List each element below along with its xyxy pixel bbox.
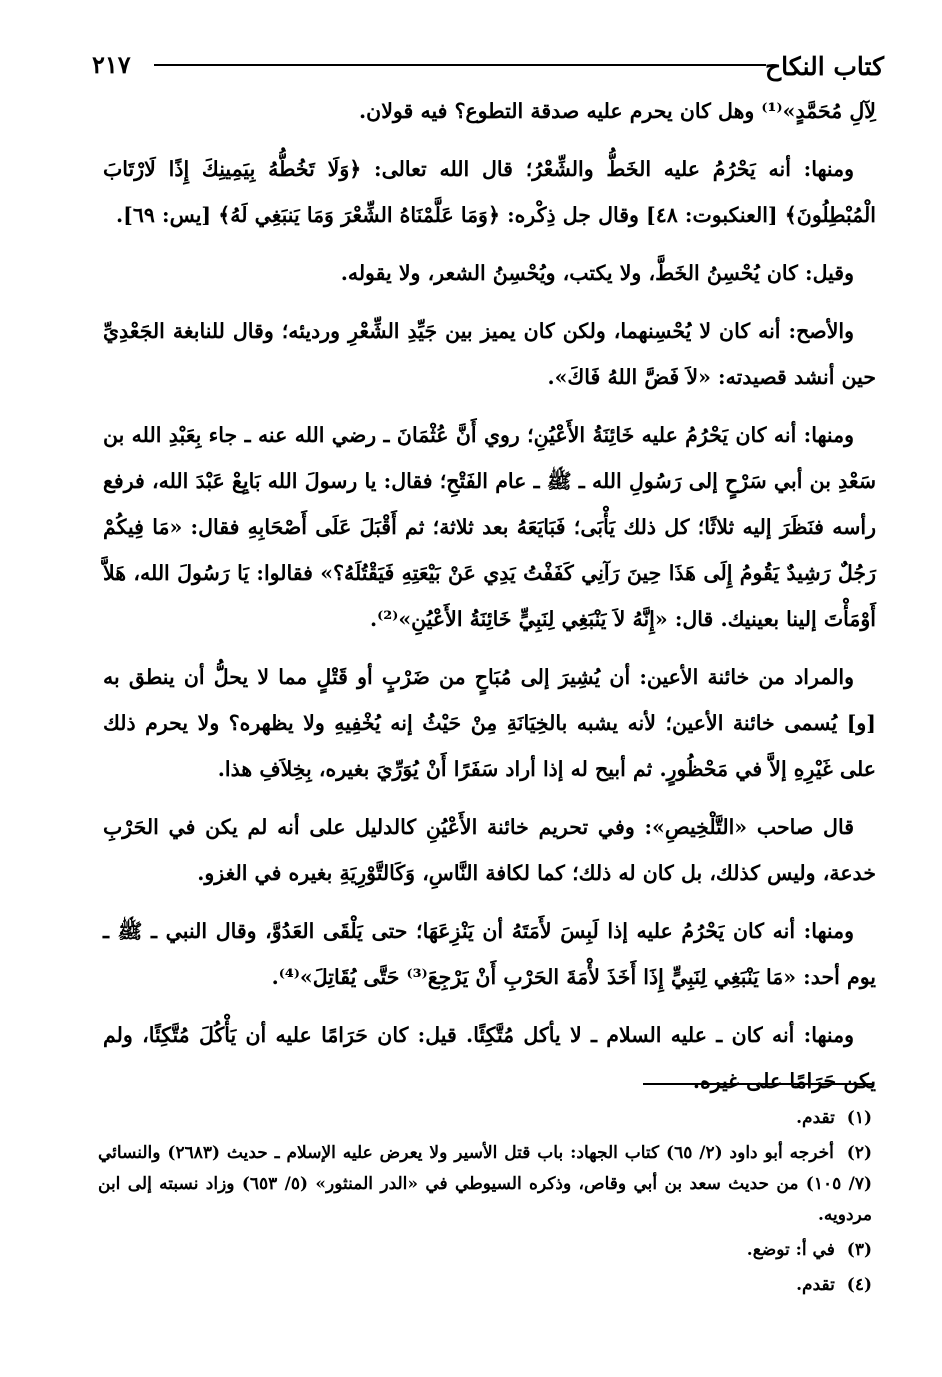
paragraph: قال صاحب «التَّلْخِيصِ»: وفي تحريم خائنة الأَعْيُنِ كالدليل على أنه لم يكن في الحَرْبِ خدعة، وليس كذلك، بل كان له ذلك؛ كما لكافة النَّاسِ، وَكَالتَّوْرِيَةِ بغيره في الغزو. <box>103 815 876 885</box>
footnote-number: (٢) <box>846 1143 873 1163</box>
paragraph: ومنها: أنه كان ـ عليه السلام ـ لا يأكل مُتَّكِئًا. قيل: كان حَرَامًا عليه أن يَأْكُلَ مُتَّكِئًا، ولم يكن حَرَامًا على غيره. <box>103 1023 876 1093</box>
footnote <box>98 1270 872 1301</box>
footnote-number: (٤) <box>846 1275 872 1295</box>
page-header <box>92 48 884 88</box>
footnote-text: في أ: توضع. <box>746 1240 835 1260</box>
header-rule <box>154 64 766 66</box>
paragraph: وقيل: كان يُحْسِنُ الخَطَّ، ولا يكتب، ويُحْسِنُ الشعر، ولا يقوله. <box>340 261 854 285</box>
page-number: ٢١٧ <box>92 50 131 79</box>
footnote <box>98 1138 872 1231</box>
running-title: كتاب النكاح <box>765 52 884 81</box>
footnote <box>98 1235 872 1266</box>
footnote-number: (٣) <box>846 1240 872 1260</box>
paragraph: والأصح: أنه كان لا يُحْسِنهما، ولكن كان يميز بين جَيِّدِ الشِّعْرِ ورديئه؛ وقال للنابغة الجَعْدِيِّ حين أنشد قصيدته: «لاَ فَضَّ اللهُ فَاكَ». <box>103 319 876 389</box>
footnotes <box>98 1103 872 1305</box>
footnote-separator <box>643 1083 872 1085</box>
footnote <box>98 1103 872 1134</box>
paragraph: ومنها: أنه كان يَحْرُمُ عليه خَائِنَةُ الأَعْيُنِ؛ روي أَنَّ عُثْمَانَ ـ رضي الله عنه ـ جاء بِعَبْدِ الله بن سَعْدِ بن أبي سَرْحٍ إلى رَسُولِ الله ـ ﷺ ـ عام الفَتْحِ؛ فقال: يا رسولَ الله بَايِعْ عَبْدَ الله، فرفع رأسه فنَظَرَ إليه ثلاثًا؛ كل ذلك يَأْبَى؛ فَبَايَعَهُ بعد ثلاثة؛ ثم أَقْبَلَ عَلَى أَصْحَابِهِ فقال: «مَا فِيكُمْ رَجُلٌ رَشِيدٌ يَقُومُ إِلَى هَذَا حِينَ رَآنِي كَفَفْتُ يَدِي عَنْ بَيْعَتِهِ فَيَقْتُلَهُ؟» فقالوا: يَا رَسُولَ الله، هَلاَّ أَوْمَأْتَ إلينا بعينيك. قال: «إِنَّهُ لاَ يَنْبَغِي لِنَبِيٍّ خَائِنَةُ الأَعْيُنِ»⁽²⁾. <box>103 423 876 631</box>
paragraph: ومنها: أنه يَحْرُمُ عليه الخَطُّ والشِّعْرُ؛ قال الله تعالى: ﴿وَلَا تَخُطُّهُ بِيَمِينِكَ إِذًا لَارْتَابَ الْمُبْطِلُونَ﴾ [العنكبوت: ٤٨] وقال جل ذِكْره: ﴿وَمَا عَلَّمْنَاهُ الشِّعْرَ وَمَا يَنبَغِي لَهُ﴾ [يس: ٦٩]. <box>103 157 876 227</box>
footnote-text: أخرجه أبو داود (٢/ ٦٥) كتاب الجهاد: باب قتل الأسير ولا يعرض عليه الإسلام ـ حديث (٢٦٨٣) والنسائي (٧/ ١٠٥) من حديث سعد بن أبي وقاص، وذكره السيوطي في «الدر المنثور» (٥/ ٦٥٣) وزاد نسبته إلى ابن مردويه. <box>98 1143 872 1225</box>
paragraph: ومنها: أنه كان يَحْرُمُ عليه إذا لَبِسَ لأَمَتَهُ أن يَنْزِعَهَا؛ حتى يَلْقَى العَدُوَّ، وقال النبي ـ ﷺ ـ يوم أحد: «مَا يَنْبَغِي لِنَبِيٍّ إِذَا أَخَذَ لأْمَةَ الحَرْبِ أَنْ يَرْجِعَ⁽³⁾ حَتَّى يُقَاتِلَ»⁽⁴⁾. <box>103 919 876 989</box>
footnote-text: تقدم. <box>796 1275 835 1295</box>
main-text <box>103 88 876 1116</box>
paragraph: والمراد من خائنة الأعين: أن يُشِيرَ إلى مُبَاحٍ من ضَرْبٍ أو قَتْلٍ مما لا يحلُّ أن ينطق به [و] يُسمى خائنة الأعين؛ لأنه يشبه بالخِيَانَةِ مِنْ حَيْثُ إنه يُخْفِيهِ ولا يظهره؟ ولا يحرم ذلك على غَيْرِهِ إلاَّ في مَحْظُورٍ. ثم أبيح له إذا أراد سَفَرًا أَنْ يُوَرِّيَ بغيره، بِخِلاَفِ هذا. <box>103 665 876 781</box>
footnote-number: (١) <box>846 1108 872 1128</box>
paragraph: لِآلِ مُحَمَّدٍ»⁽¹⁾ وهل كان يحرم عليه صدقة التطوع؟ فيه قولان. <box>359 99 876 123</box>
footnote-text: تقدم. <box>796 1108 835 1128</box>
